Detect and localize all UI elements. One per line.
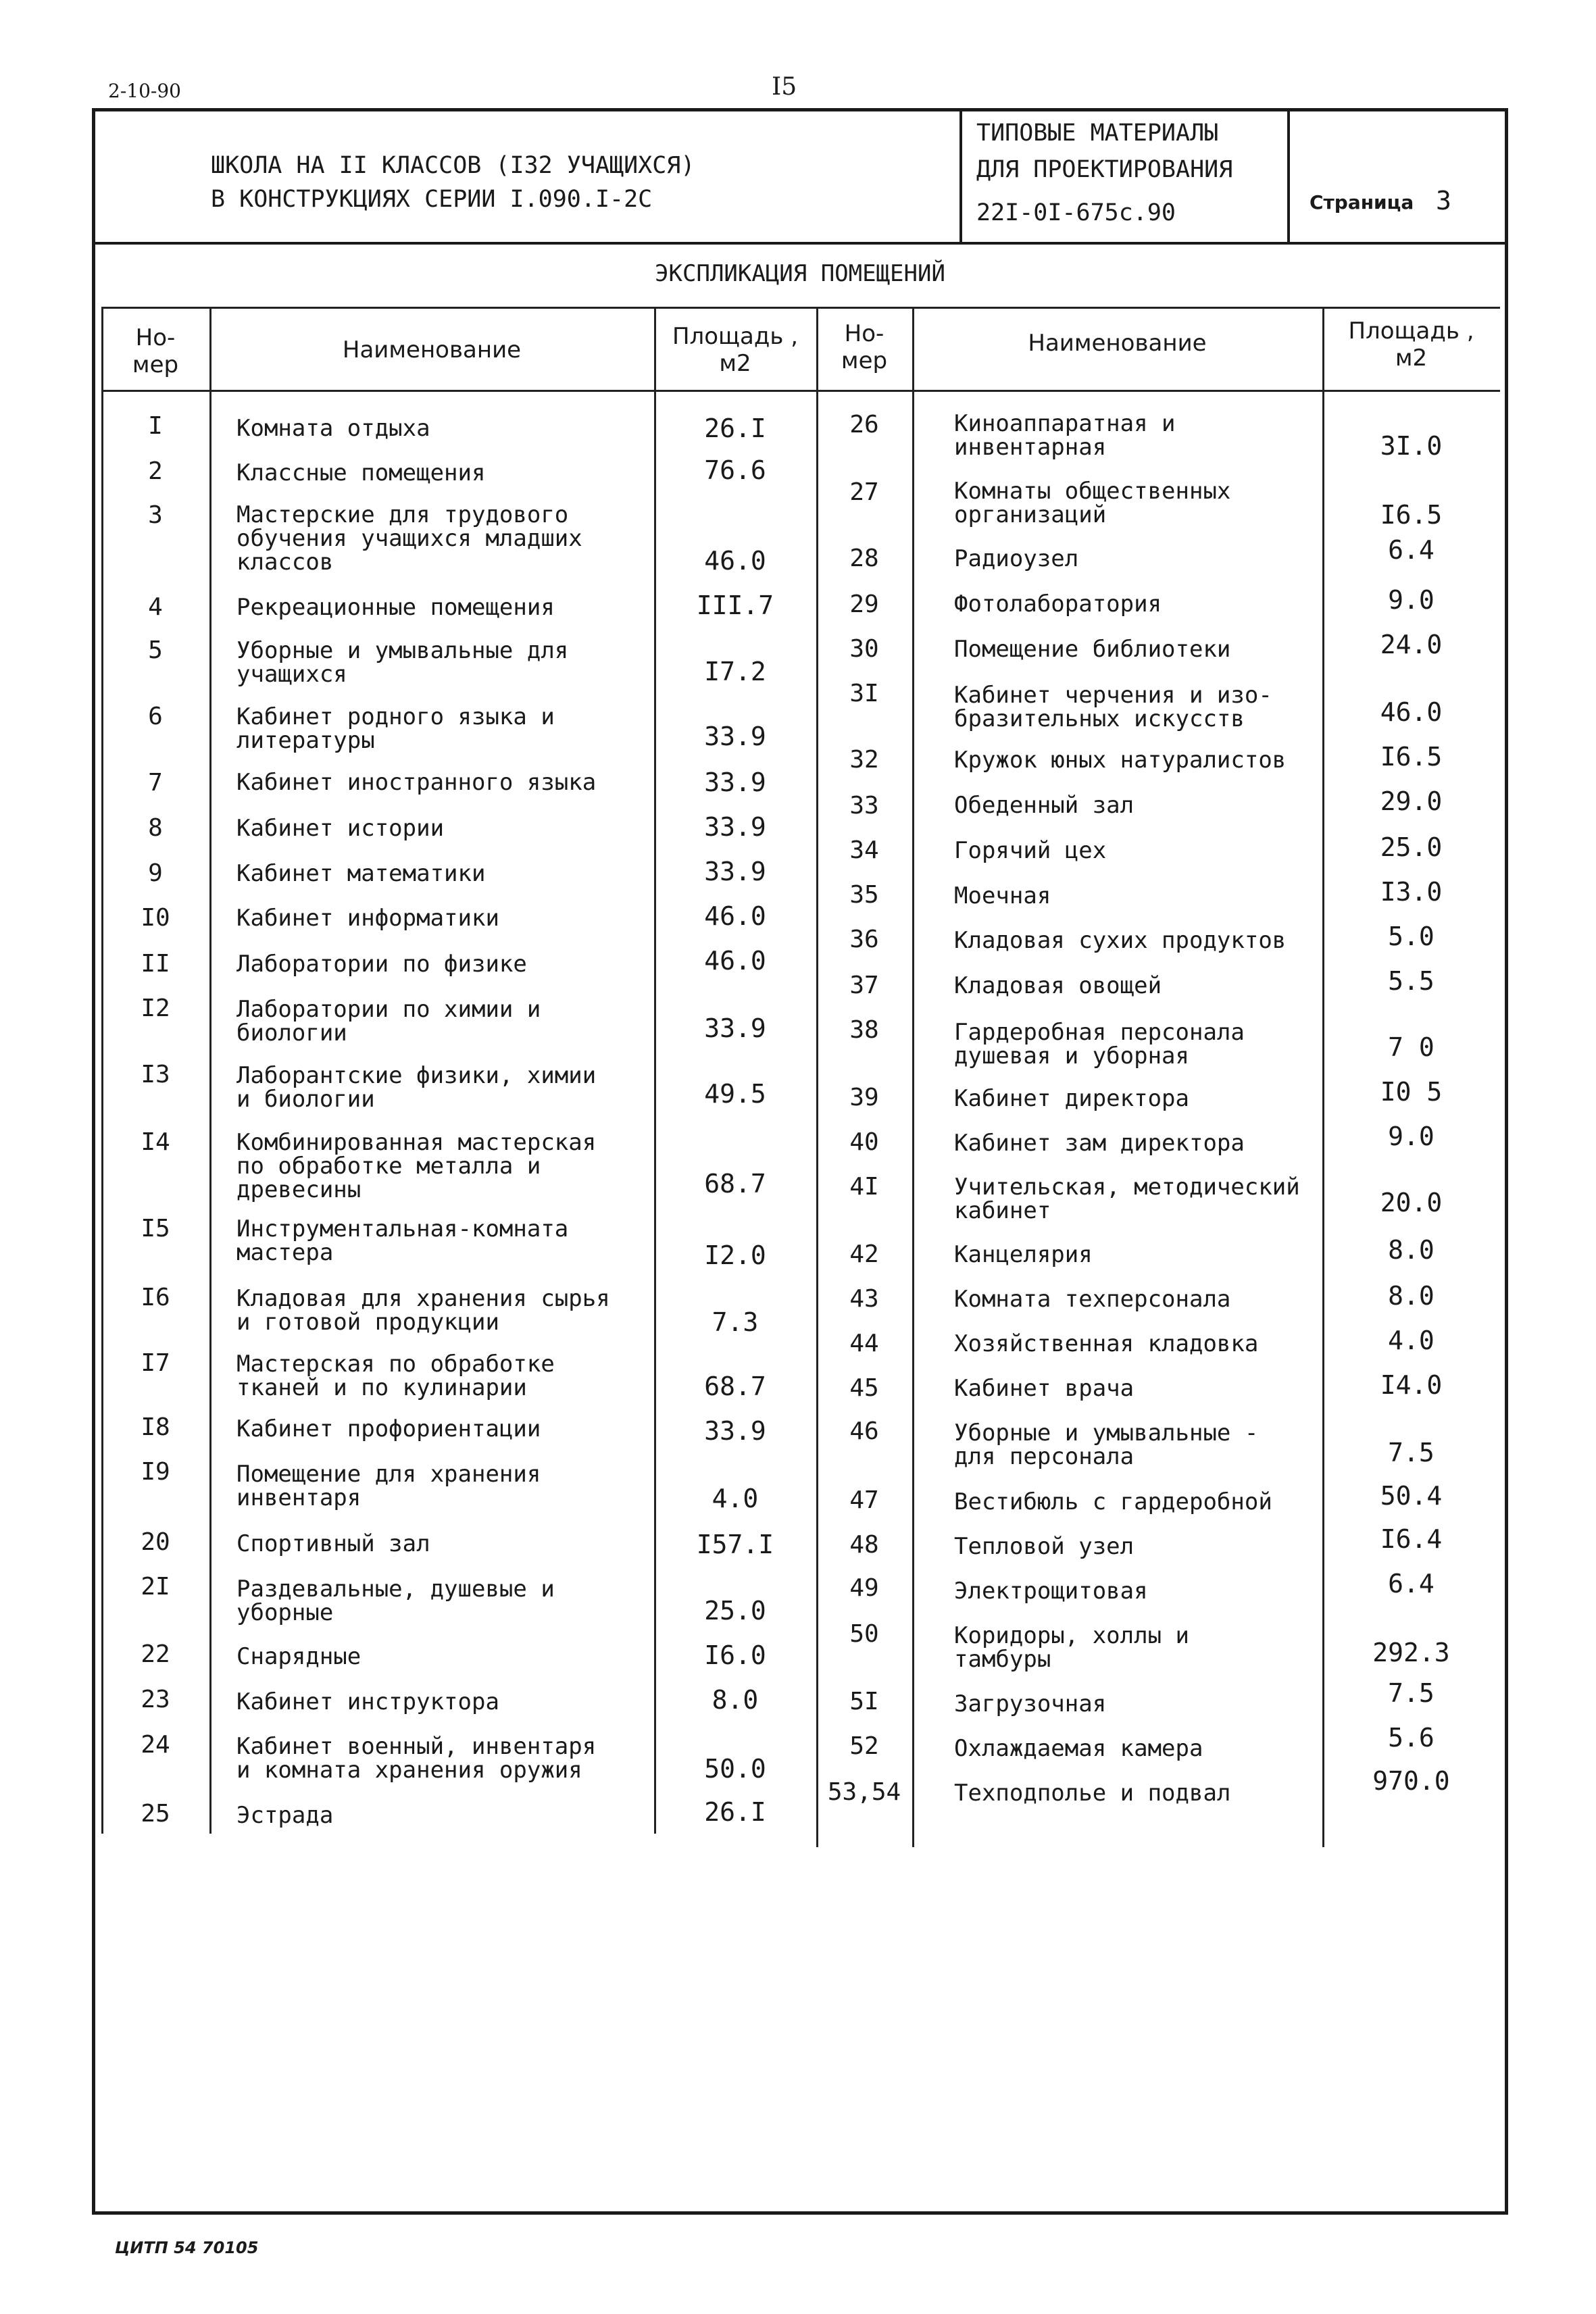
left-room-area: 68.7 bbox=[704, 1169, 766, 1199]
right-room-name: Комната техперсонала bbox=[954, 1286, 1231, 1313]
left-room-number: 4 bbox=[148, 593, 163, 621]
left-room-name: Лаборатории по химии и биологии bbox=[236, 996, 541, 1047]
left-room-area: 46.0 bbox=[704, 901, 766, 931]
left-room-number: I8 bbox=[141, 1413, 170, 1441]
right-room-number: 48 bbox=[849, 1531, 879, 1559]
right-room-number: 42 bbox=[849, 1240, 879, 1268]
left-room-name: Рекреационные помещения bbox=[236, 594, 555, 621]
left-room-area: 33.9 bbox=[704, 768, 766, 797]
left-room-area: 33.9 bbox=[704, 812, 766, 842]
right-room-area: 6.4 bbox=[1388, 535, 1435, 565]
left-room-number: I2 bbox=[141, 995, 170, 1022]
right-room-name: Охлаждаемая камера bbox=[954, 1735, 1203, 1762]
left-room-name: Кабинет иностранного языка bbox=[236, 769, 597, 796]
left-room-name: Комната отдыха bbox=[236, 415, 430, 442]
left-room-area: 25.0 bbox=[704, 1596, 766, 1626]
table-header-line bbox=[101, 390, 1500, 392]
page-value: 3 bbox=[1436, 186, 1451, 216]
right-room-name: Моечная bbox=[954, 882, 1051, 909]
left-room-number: 7 bbox=[148, 769, 163, 797]
right-room-number: 35 bbox=[849, 881, 879, 909]
left-room-name: Кабинет информатики bbox=[236, 905, 499, 932]
left-room-number: I7 bbox=[141, 1349, 170, 1377]
right-room-number: 38 bbox=[849, 1016, 879, 1044]
left-room-name: Кабинет математики bbox=[236, 860, 486, 887]
right-room-number: 33 bbox=[849, 792, 879, 820]
left-room-area: 33.9 bbox=[704, 1013, 766, 1043]
right-room-name: Кладовая сухих продуктов bbox=[954, 927, 1287, 954]
left-room-number: 5 bbox=[148, 636, 163, 664]
right-room-name: Кабинет зам директора bbox=[954, 1130, 1245, 1157]
right-room-name: Хозяйственная кладовка bbox=[954, 1330, 1259, 1357]
left-room-area: 46.0 bbox=[704, 546, 766, 576]
left-room-name: Кладовая для хранения сырья и готовой продукции bbox=[236, 1285, 610, 1336]
right-room-name: Кладовая овощей bbox=[954, 972, 1162, 999]
left-room-name: Кабинет профориентации bbox=[236, 1415, 541, 1442]
right-room-number: 47 bbox=[849, 1486, 879, 1514]
left-room-name: Кабинет родного языка и литературы bbox=[236, 703, 555, 754]
left-room-name: Раздевальные, душевые и уборные bbox=[236, 1576, 555, 1626]
right-room-name: Канцелярия bbox=[954, 1241, 1093, 1268]
right-room-number: 32 bbox=[849, 746, 879, 774]
right-room-area: 4.0 bbox=[1388, 1326, 1435, 1355]
left-room-area: 68.7 bbox=[704, 1372, 766, 1401]
right-room-name: Электрощитовая bbox=[954, 1578, 1148, 1605]
right-room-area: 5.0 bbox=[1388, 922, 1435, 951]
header-area-right: Площадь , м2 bbox=[1348, 318, 1474, 372]
right-room-number: 46 bbox=[849, 1417, 879, 1445]
left-room-area: 26.I bbox=[704, 1797, 766, 1827]
right-room-name: Гардеробная персонала душевая и уборная bbox=[954, 1019, 1245, 1070]
right-room-area: 24.0 bbox=[1380, 630, 1443, 659]
left-room-number: 20 bbox=[141, 1528, 170, 1556]
left-room-area: 26.I bbox=[704, 413, 766, 443]
left-room-number: 22 bbox=[141, 1640, 170, 1668]
right-room-name: Киноаппаратная и инвентарная bbox=[954, 410, 1176, 461]
section-title: ЭКСПЛИКАЦИЯ ПОМЕЩЕНИЙ bbox=[655, 260, 945, 287]
left-room-area: I7.2 bbox=[704, 657, 766, 686]
left-room-area: I57.I bbox=[696, 1530, 774, 1559]
right-room-name: Помещение библиотеки bbox=[954, 636, 1231, 663]
right-room-name: Уборные и умывальные - для персонала bbox=[954, 1419, 1259, 1470]
right-room-area: 5.6 bbox=[1388, 1723, 1435, 1753]
document-code: 2-10-90 bbox=[108, 80, 181, 102]
left-room-number: I bbox=[148, 412, 163, 440]
right-room-number: 39 bbox=[849, 1084, 879, 1111]
right-room-area: 5.5 bbox=[1388, 966, 1435, 996]
right-room-area: 20.0 bbox=[1380, 1188, 1443, 1217]
left-room-number: I3 bbox=[141, 1061, 170, 1088]
materials-block bbox=[976, 115, 1232, 188]
left-room-number: 2I bbox=[141, 1573, 170, 1601]
left-room-area: 4.0 bbox=[712, 1484, 759, 1513]
title-block-divider-1 bbox=[959, 108, 962, 243]
left-room-area: 33.9 bbox=[704, 722, 766, 751]
left-room-name: Кабинет инструктора bbox=[236, 1688, 499, 1715]
left-room-name: Комбинированная мастерская по обработке металла и древесины bbox=[236, 1129, 597, 1203]
left-room-area: 49.5 bbox=[704, 1079, 766, 1109]
left-room-name: Эстрада bbox=[236, 1802, 334, 1829]
left-room-name: Снарядные bbox=[236, 1643, 361, 1670]
right-room-area: I0 5 bbox=[1380, 1077, 1443, 1107]
right-room-number: 40 bbox=[849, 1128, 879, 1156]
title-line-2: В КОНСТРУКЦИЯХ СЕРИИ I.090.I-2С bbox=[211, 186, 653, 213]
left-room-name: Уборные и умывальные для учащихся bbox=[236, 637, 569, 688]
left-room-number: 25 bbox=[141, 1800, 170, 1828]
right-room-name: Обеденный зал bbox=[954, 792, 1134, 819]
right-room-name: Фотолаборатория bbox=[954, 590, 1162, 618]
right-room-area: I6.5 bbox=[1380, 500, 1443, 530]
left-room-area: 33.9 bbox=[704, 1416, 766, 1446]
right-room-number: 43 bbox=[849, 1285, 879, 1313]
header-name-left: Наименование bbox=[342, 336, 522, 363]
right-room-area: 9.0 bbox=[1388, 1122, 1435, 1151]
right-room-name: Радиоузел bbox=[954, 545, 1079, 572]
right-room-name: Загрузочная bbox=[954, 1690, 1107, 1717]
left-room-name: Помещение для хранения инвентаря bbox=[236, 1461, 541, 1511]
right-room-name: Коридоры, холлы и тамбуры bbox=[954, 1622, 1189, 1673]
right-room-area: 3I.0 bbox=[1380, 431, 1443, 461]
right-room-number: 29 bbox=[849, 590, 879, 618]
left-room-name: Спортивный зал bbox=[236, 1530, 430, 1557]
right-room-area: I3.0 bbox=[1380, 877, 1443, 907]
right-room-area: 970.0 bbox=[1372, 1766, 1450, 1796]
left-room-number: 3 bbox=[148, 501, 163, 529]
right-room-area: 7.5 bbox=[1388, 1438, 1435, 1467]
left-room-name: Кабинет истории bbox=[236, 815, 445, 842]
right-room-number: 37 bbox=[849, 972, 879, 999]
right-room-number: 36 bbox=[849, 926, 879, 953]
right-room-area: 9.0 bbox=[1388, 585, 1435, 615]
left-room-area: 76.6 bbox=[704, 455, 766, 485]
left-room-area: I6.0 bbox=[704, 1640, 766, 1670]
left-room-number: 23 bbox=[141, 1686, 170, 1713]
col-divider-middle bbox=[816, 307, 818, 1847]
right-room-number: 27 bbox=[849, 478, 879, 506]
left-room-name: Лаборатории по физике bbox=[236, 951, 527, 978]
right-room-name: Кружок юных натуралистов bbox=[954, 747, 1287, 774]
right-room-name: Горячий цех bbox=[954, 837, 1107, 864]
left-room-number: I5 bbox=[141, 1215, 170, 1242]
right-room-area: 292.3 bbox=[1372, 1638, 1450, 1667]
left-room-number: 9 bbox=[148, 859, 163, 887]
materials-line-2: ДЛЯ ПРОЕКТИРОВАНИЯ bbox=[976, 156, 1233, 183]
left-room-area: I2.0 bbox=[704, 1240, 766, 1270]
right-room-name: Комнаты общественных организаций bbox=[954, 478, 1231, 528]
right-room-name: Вестибюль с гардеробной bbox=[954, 1488, 1272, 1515]
right-room-area: 6.4 bbox=[1388, 1569, 1435, 1599]
left-room-number: 8 bbox=[148, 814, 163, 842]
left-room-number: I0 bbox=[141, 904, 170, 932]
left-room-number: 24 bbox=[141, 1731, 170, 1759]
right-room-number: 44 bbox=[849, 1330, 879, 1357]
right-room-number: 53,54 bbox=[827, 1778, 901, 1806]
left-room-area: 46.0 bbox=[704, 946, 766, 976]
left-room-name: Классные помещения bbox=[236, 459, 486, 486]
left-room-name: Лаборантские физики, химии и биологии bbox=[236, 1062, 597, 1113]
col-divider-number-left bbox=[209, 307, 211, 1834]
right-room-name: Тепловой узел bbox=[954, 1533, 1134, 1560]
right-room-name: Кабинет директора bbox=[954, 1085, 1189, 1112]
right-room-area: 7 0 bbox=[1388, 1032, 1435, 1062]
left-room-number: 2 bbox=[148, 457, 163, 485]
right-room-area: 8.0 bbox=[1388, 1281, 1435, 1311]
right-room-area: I6.5 bbox=[1380, 742, 1443, 772]
left-room-name: Кабинет военный, инвентаря и комната хранения оружия bbox=[236, 1733, 597, 1784]
right-room-area: 29.0 bbox=[1380, 786, 1443, 816]
right-room-number: 3I bbox=[849, 680, 879, 707]
right-room-number: 5I bbox=[849, 1688, 879, 1715]
header-number-right: Но- мер bbox=[841, 320, 888, 374]
right-room-area: 46.0 bbox=[1380, 697, 1443, 727]
right-room-number: 28 bbox=[849, 545, 879, 572]
left-room-number: 6 bbox=[148, 703, 163, 730]
left-room-name: Мастерская по обработке тканей и по кулинарии bbox=[236, 1351, 555, 1401]
left-room-name: Инструментальная-комната мастера bbox=[236, 1215, 569, 1266]
left-room-area: 8.0 bbox=[712, 1685, 759, 1715]
right-room-number: 26 bbox=[849, 411, 879, 438]
print-mark: ЦИТП 54 70105 bbox=[115, 2238, 259, 2257]
right-room-number: 45 bbox=[849, 1374, 879, 1402]
right-room-name: Кабинет черчения и изо- бразительных искусств bbox=[954, 682, 1272, 732]
right-room-number: 34 bbox=[849, 836, 879, 864]
right-room-number: 4I bbox=[849, 1173, 879, 1201]
right-room-area: 7.5 bbox=[1388, 1678, 1435, 1708]
right-room-area: 8.0 bbox=[1388, 1235, 1435, 1265]
title-line-1: ШКОЛА НА II КЛАССОВ (I32 УЧАЩИХСЯ) bbox=[211, 152, 695, 179]
right-room-number: 52 bbox=[849, 1732, 879, 1760]
table-top-line bbox=[101, 307, 1500, 309]
left-room-number: I4 bbox=[141, 1128, 170, 1156]
left-room-number: I6 bbox=[141, 1284, 170, 1311]
right-room-area: 25.0 bbox=[1380, 832, 1443, 862]
left-room-number: II bbox=[141, 950, 170, 978]
left-room-area: 33.9 bbox=[704, 857, 766, 886]
left-room-area: 50.0 bbox=[704, 1754, 766, 1784]
materials-line-1: ТИПОВЫЕ МАТЕРИАЛЫ bbox=[976, 120, 1219, 147]
header-number-left: Но- мер bbox=[132, 324, 179, 378]
right-room-number: 30 bbox=[849, 635, 879, 663]
left-room-number: I9 bbox=[141, 1458, 170, 1486]
right-room-name: Техподполье и подвал bbox=[954, 1780, 1231, 1807]
right-room-number: 49 bbox=[849, 1574, 879, 1602]
right-room-area: I6.4 bbox=[1380, 1524, 1443, 1554]
col-divider-number-right bbox=[912, 307, 914, 1847]
title-block-bottom-line bbox=[92, 242, 1508, 245]
project-code: 22I-0I-675с.90 bbox=[976, 199, 1176, 226]
left-room-name: Мастерские для трудового обучения учащихся младших классов bbox=[236, 501, 582, 576]
header-area-left: Площадь , м2 bbox=[672, 323, 799, 377]
page-label: Страница bbox=[1310, 191, 1414, 213]
header-name-right: Наименование bbox=[1028, 330, 1207, 357]
right-room-name: Кабинет врача bbox=[954, 1375, 1134, 1402]
right-room-number: 50 bbox=[849, 1620, 879, 1648]
right-room-area: 50.4 bbox=[1380, 1481, 1443, 1511]
sheet-number: I5 bbox=[772, 73, 797, 101]
left-room-area: III.7 bbox=[696, 590, 774, 620]
left-room-area: 7.3 bbox=[712, 1307, 759, 1337]
right-room-name: Учительская, методический кабинет bbox=[954, 1174, 1300, 1224]
right-room-area: I4.0 bbox=[1380, 1370, 1443, 1400]
title-block-divider-2 bbox=[1287, 108, 1290, 243]
document-title bbox=[211, 149, 695, 216]
